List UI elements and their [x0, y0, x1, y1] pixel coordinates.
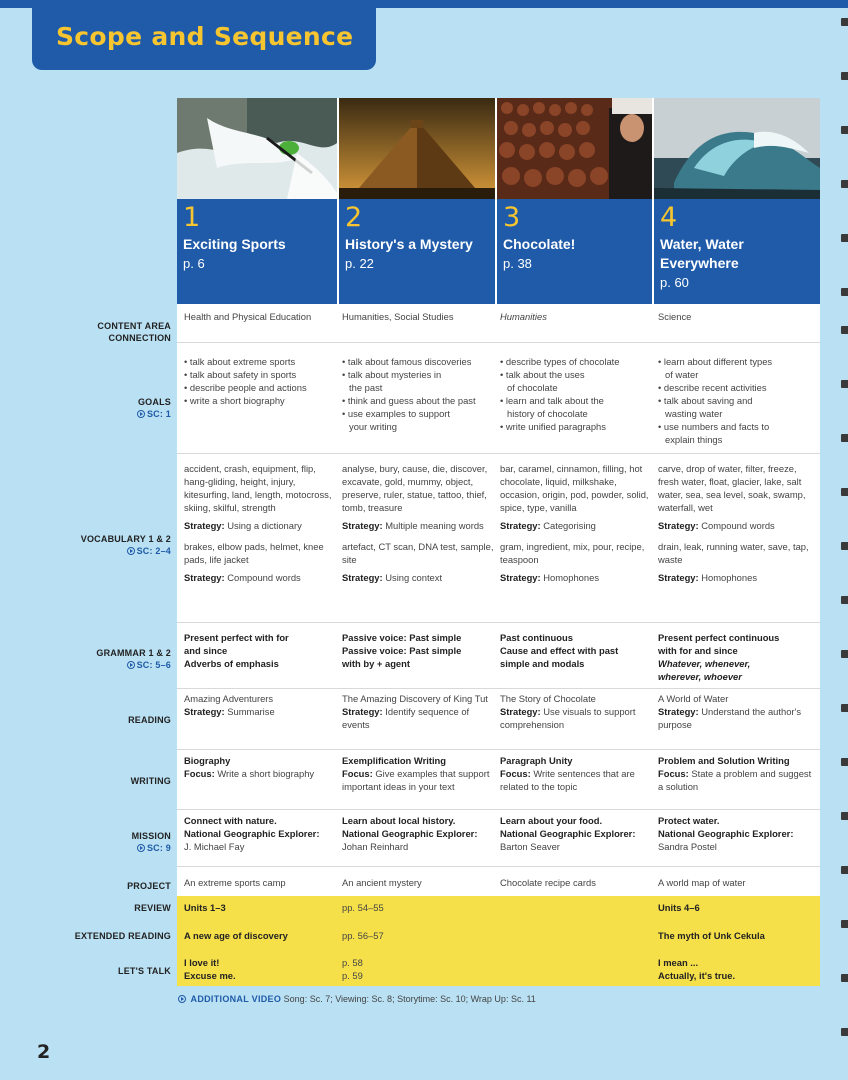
content-area-cell: Humanities, Social Studies — [342, 311, 454, 322]
unit-2-header — [339, 98, 495, 304]
vocab-cell: carve, drop of water, filter, freeze, fresh water, float, glacier, lake, salt water, sea, sea level, soak, swamp, waterfall, wet Strategy: Compound words drain, leak, running water, save, tap, waste Strategy: Homophones — [658, 463, 809, 583]
unit-page: p. 60 — [660, 275, 689, 290]
project-cell: Chocolate recipe cards — [500, 877, 596, 888]
unit-title[interactable]: History's a Mystery p. 22 — [345, 235, 491, 273]
title-tab — [32, 6, 376, 70]
unit-page: p. 22 — [345, 256, 374, 271]
lets-talk-cell: p. 58 p. 59 — [342, 957, 363, 981]
play-icon — [137, 844, 145, 852]
reading-cell: Amazing Adventurers Strategy: Summarise — [184, 693, 275, 717]
play-icon — [127, 661, 135, 669]
label-grammar: GRAMMAR 1 & 2 SC: 5–6 — [55, 647, 171, 671]
page-number: 2 — [37, 1041, 51, 1063]
writing-cell: Exemplification Writing Focus: Give examples that support important ideas in your text — [342, 755, 490, 792]
vocab-cell: analyse, bury, cause, die, discover, excavate, gold, mummy, object, preserve, ruler, statue, tattoo, thief, tomb, treasure Strategy: Multiple meaning words artefact, CT scan, DNA test, sample, site Strategy: Using context — [342, 463, 494, 583]
label-lets-talk: LET'S TALK — [118, 966, 171, 976]
play-icon — [137, 410, 145, 418]
extended-reading-cell: A new age of discovery — [184, 930, 288, 941]
sc-link[interactable]: SC: 1 — [55, 408, 171, 420]
unit-number: 3 — [503, 202, 521, 233]
chocolates-photo — [497, 98, 652, 199]
label-vocabulary: VOCABULARY 1 & 2 SC: 2–4 — [55, 533, 171, 557]
extended-reading-cell: pp. 56–57 — [342, 930, 384, 941]
page-title: Scope and Sequence — [56, 22, 354, 51]
grammar-cell: Present perfect with for and since Adverbs of emphasis — [184, 632, 289, 669]
unit-number: 1 — [183, 202, 201, 233]
writing-cell: Problem and Solution Writing Focus: State a problem and suggest a solution — [658, 755, 812, 792]
label-writing: WRITING — [130, 776, 171, 786]
goals-cell: • talk about famous discoveries • talk about mysteries in the past • think and guess about the past • use examples to support your writing — [342, 356, 476, 432]
content-area-cell: Science — [658, 311, 692, 322]
review-cell: pp. 54–55 — [342, 902, 384, 913]
label-project: PROJECT — [127, 881, 171, 891]
unit-4-header — [654, 98, 820, 304]
lets-talk-cell: I mean ... Actually, it's true. — [658, 957, 736, 981]
mission-cell: Learn about your food. National Geographic Explorer: Barton Seaver — [500, 815, 636, 852]
review-cell: Units 4–6 — [658, 902, 700, 913]
kayaker-photo — [177, 98, 337, 199]
project-cell: An extreme sports camp — [184, 877, 286, 888]
label-reading: READING — [128, 715, 171, 725]
play-icon — [127, 547, 135, 555]
label-mission: MISSION SC: 9 — [55, 830, 171, 854]
label-review: REVIEW — [134, 903, 171, 913]
wave-photo — [654, 98, 820, 199]
unit-title[interactable]: Exciting Sports p. 6 — [183, 235, 333, 273]
mission-cell: Connect with nature. National Geographic Explorer: J. Michael Fay — [184, 815, 320, 852]
vocab-cell: bar, caramel, cinnamon, filling, hot chocolate, liquid, milkshake, occasion, origin, pod, powder, solid, spice, type, vanilla Strategy: Categorising gram, ingredient, mix, pour, recipe, teaspoon Strategy: Homophones — [500, 463, 649, 583]
sc-link[interactable]: SC: 5–6 — [55, 659, 171, 671]
grammar-cell: Past continuous Cause and effect with past simple and modals — [500, 632, 619, 669]
writing-cell: Paragraph Unity Focus: Write sentences that are related to the topic — [500, 755, 635, 792]
content-area-cell: Humanities — [500, 311, 547, 322]
project-cell: An ancient mystery — [342, 877, 422, 888]
lets-talk-cell: I love it! Excuse me. — [184, 957, 236, 981]
extended-reading-cell: The myth of Unk Cekula — [658, 930, 765, 941]
unit-3-header — [497, 98, 652, 304]
review-cell: Units 1–3 — [184, 902, 226, 913]
play-icon — [178, 995, 186, 1003]
unit-1-header — [177, 98, 337, 304]
label-extended-reading: EXTENDED READING — [74, 931, 171, 941]
sc-link[interactable]: SC: 2–4 — [55, 545, 171, 557]
sc-link[interactable]: SC: 9 — [55, 842, 171, 854]
reading-cell: A World of Water Strategy: Understand the author's purpose — [658, 693, 802, 730]
unit-page: p. 6 — [183, 256, 205, 271]
reading-cell: The Amazing Discovery of King Tut Strategy: Identify sequence of events — [342, 693, 488, 730]
goals-cell: • describe types of chocolate • talk about the uses of chocolate • learn and talk about the history of chocolate • write unified paragraphs — [500, 356, 620, 432]
goals-cell: • talk about extreme sports • talk about safety in sports • describe people and actions • write a short biography — [184, 356, 307, 406]
page-edge-marks — [840, 0, 848, 1080]
unit-page: p. 38 — [503, 256, 532, 271]
mission-cell: Learn about local history. National Geographic Explorer: Johan Reinhard — [342, 815, 478, 852]
label-goals: GOALS SC: 1 — [55, 396, 171, 420]
grammar-cell: Passive voice: Past simple Passive voice: Past simple with by + agent — [342, 632, 462, 669]
unit-title[interactable]: Water, Water Everywhere p. 60 — [660, 235, 816, 292]
grammar-cell: Present perfect continuous with for and since Whatever, whenever, wherever, whoever — [658, 632, 780, 682]
project-cell: A world map of water — [658, 877, 746, 888]
label-content-area: CONTENT AREA CONNECTION — [97, 321, 171, 343]
unit-number: 4 — [660, 202, 678, 233]
unit-title[interactable]: Chocolate! p. 38 — [503, 235, 648, 273]
mission-cell: Protect water. National Geographic Explorer: Sandra Postel — [658, 815, 794, 852]
unit-number: 2 — [345, 202, 363, 233]
vocab-cell: accident, crash, equipment, flip, hang-gliding, height, injury, kitesurfing, land, length, motocross, skiing, skilful, strength Strategy: Using a dictionary brakes, elbow pads, helmet, knee pads, life jacket Strategy: Compound words — [184, 463, 332, 583]
writing-cell: Biography Focus: Write a short biography — [184, 755, 315, 779]
reading-cell: The Story of Chocolate Strategy: Use visuals to support comprehension — [500, 693, 636, 730]
pyramid-photo — [339, 98, 495, 199]
additional-video[interactable]: ADDITIONAL VIDEO Song: Sc. 7; Viewing: Sc. 8; Storytime: Sc. 10; Wrap Up: Sc. 11 — [178, 994, 536, 1004]
content-area-cell: Health and Physical Education — [184, 311, 312, 322]
goals-cell: • learn about different types of water • describe recent activities • talk about saving and wasting water • use numbers and facts to explain things — [658, 356, 773, 445]
